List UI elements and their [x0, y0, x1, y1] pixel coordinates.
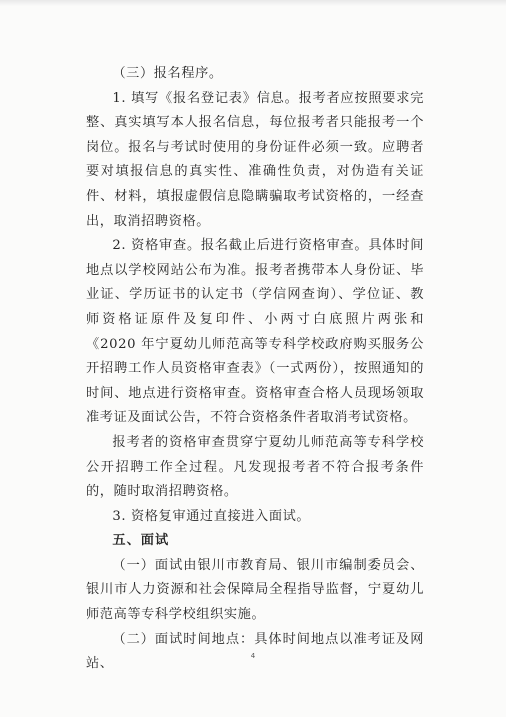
- document-body: [86, 62, 424, 677]
- paragraph-fill-registration-form: 1. 填写《报名登记表》信息。报考者应按照要求完整、真实填写本人报名信息，每位报考者只能报考一个岗位。报名与考试时使用的身份证件必须一致。应聘者要对填报信息的真实性、准确性负责，对伪造有关证件、材料，填报虚假信息隐瞒骗取考试资格的，一经查出，取消招聘资格。: [86, 90, 424, 229]
- paragraph-interview-supervision: （一）面试由银川市教育局、银川市编制委员会、银川市人力资源和社会保障局全程指导监督，宁夏幼儿师范高等专科学校组织实施。: [86, 557, 424, 623]
- scan-edge: [0, 0, 506, 6]
- page-number: 4: [250, 652, 256, 660]
- paragraph-qualification-review: 2. 资格审查。报名截止后进行资格审查。具体时间地点以学校网站公布为准。报考者携带本人身份证、毕业证、学历证书的认定书（学信网查询）、学位证、教师资格证原件及复印件、小两寸白底照片两张和《2020 年宁夏幼儿师范高等专科学校政府购买服务公开招聘工作人员资格审查表》（一式两份），按照通知的时间、地点进行资格审查。资格审查合格人员现场领取准考证及面试公告，不符合资格条件者取消考试资格。: [86, 238, 424, 426]
- paragraph-review-throughout: 报考者的资格审查贯穿宁夏幼儿师范高等专科学校公开招聘工作全过程。凡发现报考者不符合报考条件的，随时取消招聘资格。: [86, 434, 424, 500]
- paragraph-re-review-to-interview: 3. 资格复审通过直接进入面试。: [112, 508, 311, 524]
- section-subheading-registration-procedure: （三）报名程序。: [112, 66, 223, 81]
- section-heading-interview: 五、面试: [112, 533, 170, 549]
- paragraph-interview-time-location: （二）面试时间地点：具体时间地点以准考证及网站、: [86, 631, 424, 672]
